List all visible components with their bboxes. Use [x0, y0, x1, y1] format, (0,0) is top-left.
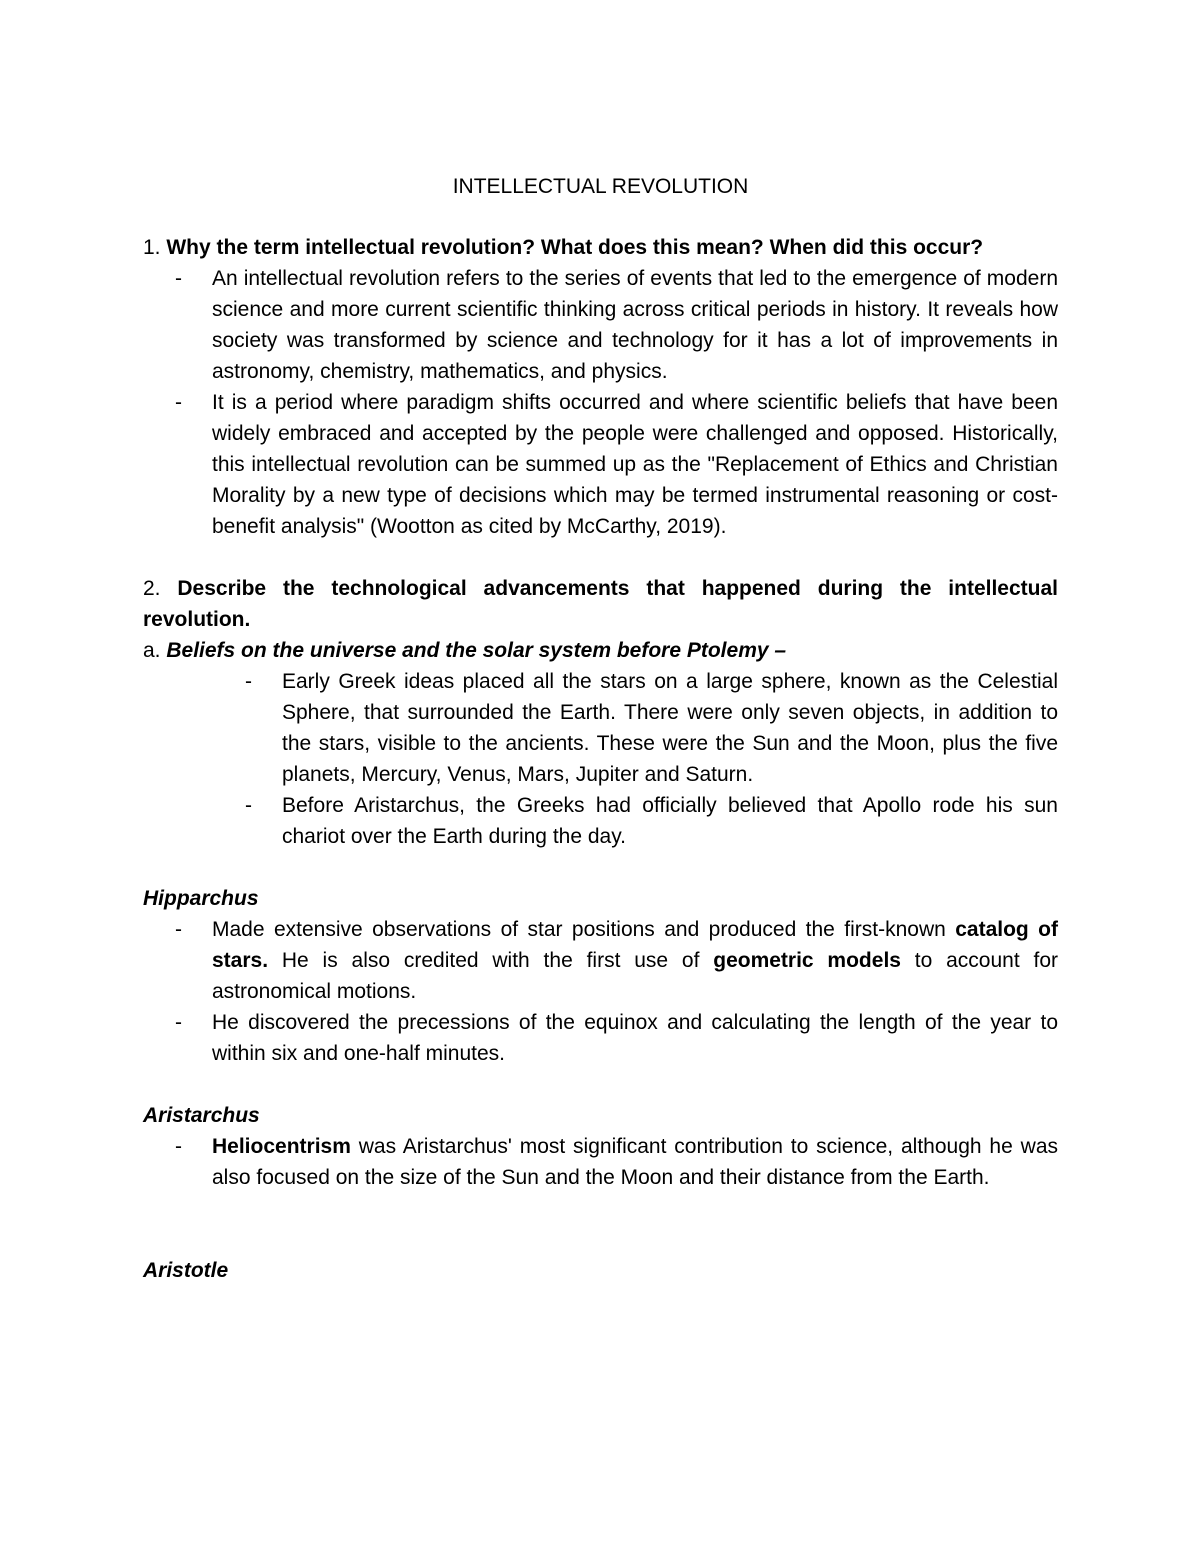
answer-text: Early Greek ideas placed all the stars on a large sphere, known as the Celestial Sphere, that surrounded the Earth. There were only seven objects, in addition to the stars, visible to the ancients. These were the Sun and the Moon, plus the five planets, Mercury, Venus, Mars, Jupiter and Saturn.: [282, 670, 1058, 786]
dash-bullet: -: [175, 1011, 182, 1034]
spacer: [143, 852, 1058, 883]
sub-item-a-letter: a.: [143, 639, 161, 662]
sub-item-a: [143, 635, 1058, 666]
text-segment: Made extensive observations of star positions and produced the first-known: [212, 918, 956, 941]
list-item: [143, 666, 1058, 790]
dash-bullet: -: [175, 918, 182, 941]
answer-text: Before Aristarchus, the Greeks had officially believed that Apollo rode his sun chariot over the Earth during the day.: [282, 794, 1058, 848]
dash-bullet: -: [175, 1135, 182, 1158]
text-segment: was Aristarchus' most significant contribution to science, although he was also focused on the size of the Sun and the Moon and their distance from the Earth.: [212, 1135, 1058, 1189]
question-1-answers: [143, 263, 1058, 542]
answer-text: An intellectual revolution refers to the series of events that led to the emergence of modern science and more current scientific thinking across critical periods in history. It reveals how society was transformed by science and technology for it has a lot of improvements in astronomy, chemistry, mathematics, and physics.: [212, 267, 1058, 383]
question-2: [143, 573, 1058, 635]
dash-bullet: -: [245, 794, 252, 817]
section-heading-aristarchus: Aristarchus: [143, 1104, 260, 1127]
section-heading-hipparchus: Hipparchus: [143, 887, 259, 910]
bold-term: Heliocentrism: [212, 1135, 351, 1158]
hipparchus-list: [143, 914, 1058, 1069]
spacer: [143, 542, 1058, 573]
question-1-text: Why the term intellectual revolution? What does this mean? When did this occur?: [166, 236, 984, 259]
question-1: [143, 232, 1058, 263]
answer-text: It is a period where paradigm shifts occurred and where scientific beliefs that have been widely embraced and accepted by the people were challenged and opposed. Historically, this intellectual revolution can be summed up as the "Replacement of Ethics and Christian Morality by a new type of decisions which may be termed instrumental reasoning or cost-benefit analysis" (Wootton as cited by McCarthy, 2019).: [212, 391, 1058, 538]
document-title: INTELLECTUAL REVOLUTION: [452, 175, 749, 198]
spacer: [143, 1069, 1058, 1100]
question-2-number: 2.: [143, 577, 161, 600]
answer-text: He discovered the precessions of the equinox and calculating the length of the year to within six and one-half minutes.: [212, 1011, 1058, 1065]
list-item: [143, 263, 1058, 387]
question-1-number: 1.: [143, 236, 161, 259]
question-2-text: Describe the technological advancements that happened during the intellectual revolution.: [143, 577, 1058, 631]
text-segment: to account for astronomical motions.: [212, 949, 1059, 1003]
dash-bullet: -: [175, 391, 182, 414]
text-segment: He is also credited with the first use of: [268, 949, 714, 972]
list-item: [143, 914, 1058, 1007]
aristarchus-list: [143, 1131, 1058, 1193]
list-item: [143, 387, 1058, 542]
bold-term: geometric models: [713, 949, 901, 972]
sub-item-a-heading: Beliefs on the universe and the solar system before Ptolemy –: [166, 639, 787, 662]
list-item: [143, 790, 1058, 852]
sub-item-a-answers: [143, 666, 1058, 852]
document-body: [143, 171, 1058, 1286]
dash-bullet: -: [245, 670, 252, 693]
bold-term: catalog of stars.: [212, 918, 1058, 972]
list-item: [143, 1131, 1058, 1193]
section-heading-aristotle: Aristotle: [143, 1259, 229, 1282]
spacer: [143, 1193, 1058, 1255]
dash-bullet: -: [175, 267, 182, 290]
list-item: [143, 1007, 1058, 1069]
